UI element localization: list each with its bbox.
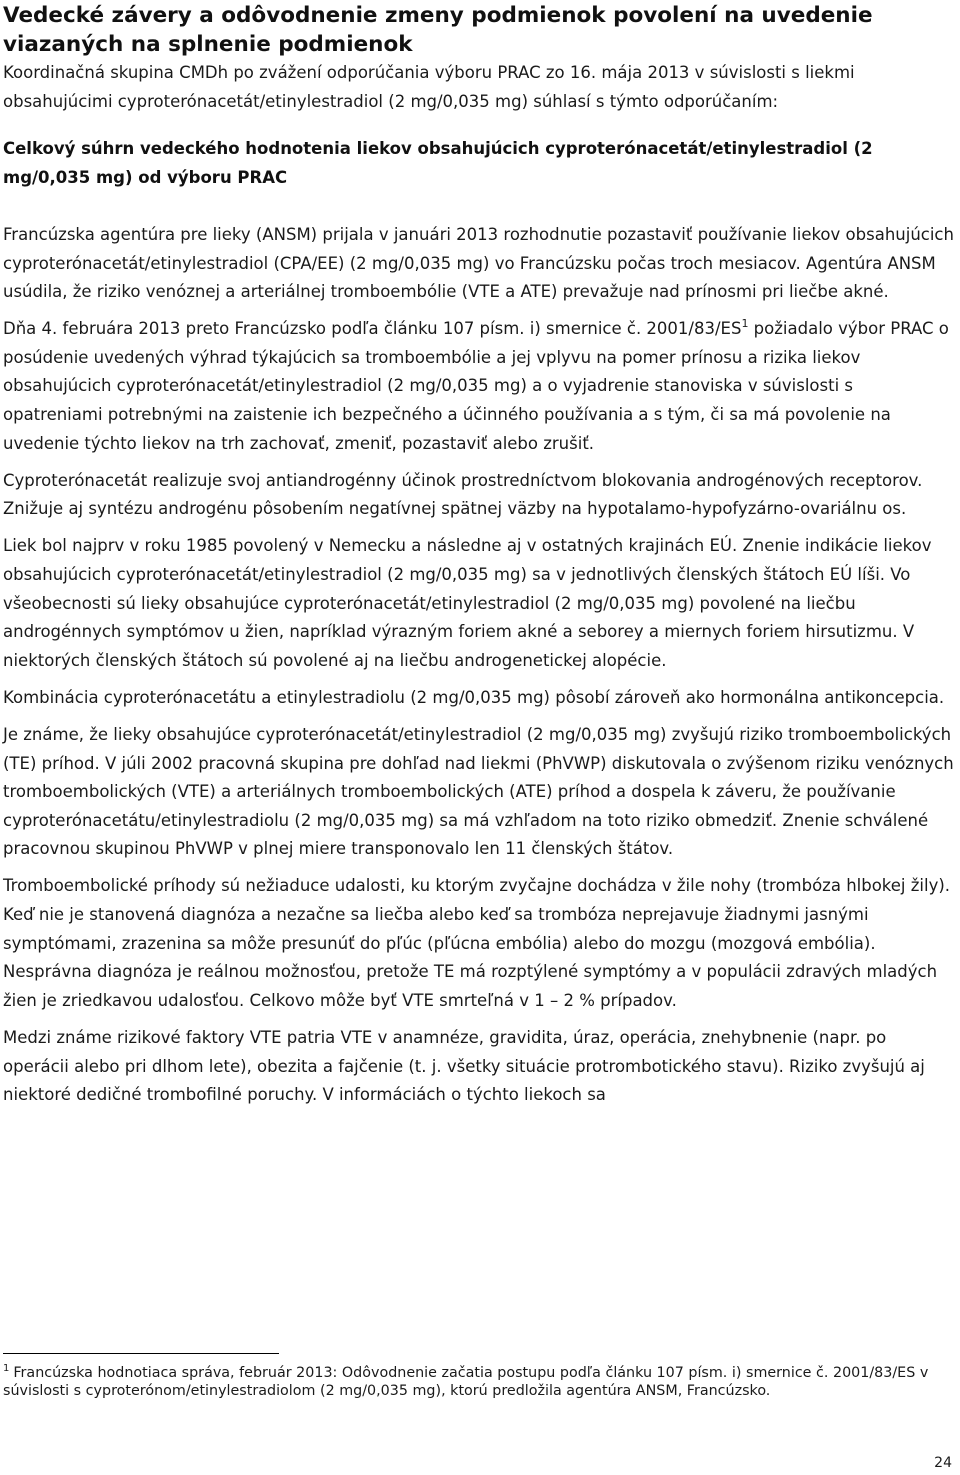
page-number: 24 <box>934 1455 952 1471</box>
footnote-marker: 1 <box>3 1363 10 1374</box>
paragraph-referral <box>3 315 955 458</box>
intro-paragraph: Koordinačná skupina CMDh po zvážení odporúčania výboru PRAC zo 16. mája 2013 v súvislosti s liekmi obsahujúcimi cyproterónacetát/etinylestradiol (2 mg/0,035 mg) súhlasí s týmto odporúčaním: <box>3 63 855 111</box>
section-heading: Celkový súhrn vedeckého hodnotenia liekov obsahujúcich cyproterónacetát/etinylestradiol (2 mg/0,035 mg) od výboru PRAC <box>3 139 873 187</box>
footnote <box>3 1365 955 1400</box>
paragraph-te-events: Tromboembolické príhody sú nežiaduce udalosti, ku ktorým zvyčajne dochádza v žile nohy (trombóza hlbokej žily). Keď nie je stanovená diagnóza a nezačne sa liečba alebo keď sa trombóza neprejavuje žiadnymi jasnými symptómami, zrazenina sa môže presunúť do pľúc (pľúcna embólia) alebo do mozgu (mozgová embólia). Nesprávna diagnóza je reálnou možnosťou, pretože TE má rozptýlené symptómy a v populácii zdravých mladých žien je zriedkavou udalosťou. Celkovo môže byť VTE smrteľná v 1 – 2 % prípadov. <box>3 876 951 1010</box>
page-title: Vedecké závery a odôvodnenie zmeny podmienok povolení na uvedenie viazaných na splnenie podmienok <box>3 3 873 57</box>
footnote-text: Francúzska hodnotiaca správa, február 2013: Odôvodnenie začatia postupu podľa článku 107 písm. i) smernice č. 2001/83/ES v súvislosti s cyproterónom/etinylestradiolom (2 mg/0,035 mg), ktorú predložila agentúra ANSM, Francúzsko. <box>3 1365 929 1399</box>
paragraph-risk-factors: Medzi známe rizikové faktory VTE patria VTE v anamnéze, gravidita, úraz, operácia, znehybnenie (napr. po operácii alebo pri dlhom lete), obezita a fajčenie (t. j. všetky situácie protrombotického stavu). Riziko zvyšujú aj niektoré dedičné trombofilné poruchy. V informáciách o týchto liekoch sa <box>3 1027 925 1105</box>
paragraph-referral-text-start: Dňa 4. februára 2013 preto Francúzsko podľa článku 107 písm. i) smernice č. 2001/83/ES <box>3 319 742 339</box>
paragraph-ansm-decision: Francúzska agentúra pre lieky (ANSM) prijala v januári 2013 rozhodnutie pozastaviť používanie liekov obsahujúcich cyproterónacetát/etinylestradiol (CPA/EE) (2 mg/0,035 mg) vo Francúzsku počas troch mesiacov. Agentúra ANSM usúdila, že riziko venóznej a arteriálnej tromboembólie (VTE a ATE) prevažuje nad prínosmi pri liečbe akné. <box>3 225 954 302</box>
footnote-divider <box>3 1353 279 1354</box>
paragraph-contraception: Kombinácia cyproterónacetátu a etinylestradiolu (2 mg/0,035 mg) pôsobí zároveň ako hormonálna antikoncepcia. <box>3 687 945 707</box>
paragraph-referral-text-end: požiadalo výbor PRAC o posúdenie uvedených výhrad týkajúcich sa tromboembólie a jej vplyvu na pomer prínosu a rizika liekov obsahujúcich cyproterónacetát/etinylestradiol (2 mg/0,035 mg) a o vyjadrenie stanoviska v súvislosti s opatreniami potrebnými na zaistenie ich bezpečného a účinného používania a s tým, či sa má povolenie na uvedenie týchto liekov na trh zachovať, zmeniť, pozastaviť alebo zrušiť. <box>3 319 949 453</box>
footnote-reference[interactable]: 1 <box>741 317 749 331</box>
paragraph-te-risk: Je známe, že lieky obsahujúce cyproterónacetát/etinylestradiol (2 mg/0,035 mg) zvyšujú riziko tromboembolických (TE) príhod. V júli 2002 pracovná skupina pre dohľad nad liekmi (PhVWP) diskutovala o zvýšenom riziku venóznych tromboembolických (VTE) a arteriálnych tromboembolických (ATE) príhod a dospela k záveru, že používanie cyproterónacetátu/etinylestradiolu (2 mg/0,035 mg) sa má vzhľadom na toto riziko obmedziť. Znenie schválené pracovnou skupinou PhVWP v plnej miere transponovalo len 11 členských štátov. <box>3 725 954 859</box>
document-page <box>3 0 955 1118</box>
paragraph-authorisation: Liek bol najprv v roku 1985 povolený v Nemecku a následne aj v ostatných krajinách EÚ. Znenie indikácie liekov obsahujúcich cyproterónacetát/etinylestradiol (2 mg/0,035 mg) sa v jednotlivých členských štátoch EÚ líši. Vo všeobecnosti sú lieky obsahujúce cyproterónacetát/etinylestradiol (2 mg/0,035 mg) povolené na liečbu androgénnych symptómov u žien, napríklad výrazným foriem akné a seboreу a miernych foriem hirsutizmu. V niektorých členských štátoch sú povolené aj na liečbu androgenetickej alopécie. <box>3 536 932 670</box>
paragraph-mechanism: Cyproterónacetát realizuje svoj antiandrogénny účinok prostredníctvom blokovania androgénových receptorov. Znižuje aj syntézu androgénu pôsobením negatívnej spätnej väzby na hypotalamo-hypofyzárno-ovariálnu os. <box>3 470 923 519</box>
